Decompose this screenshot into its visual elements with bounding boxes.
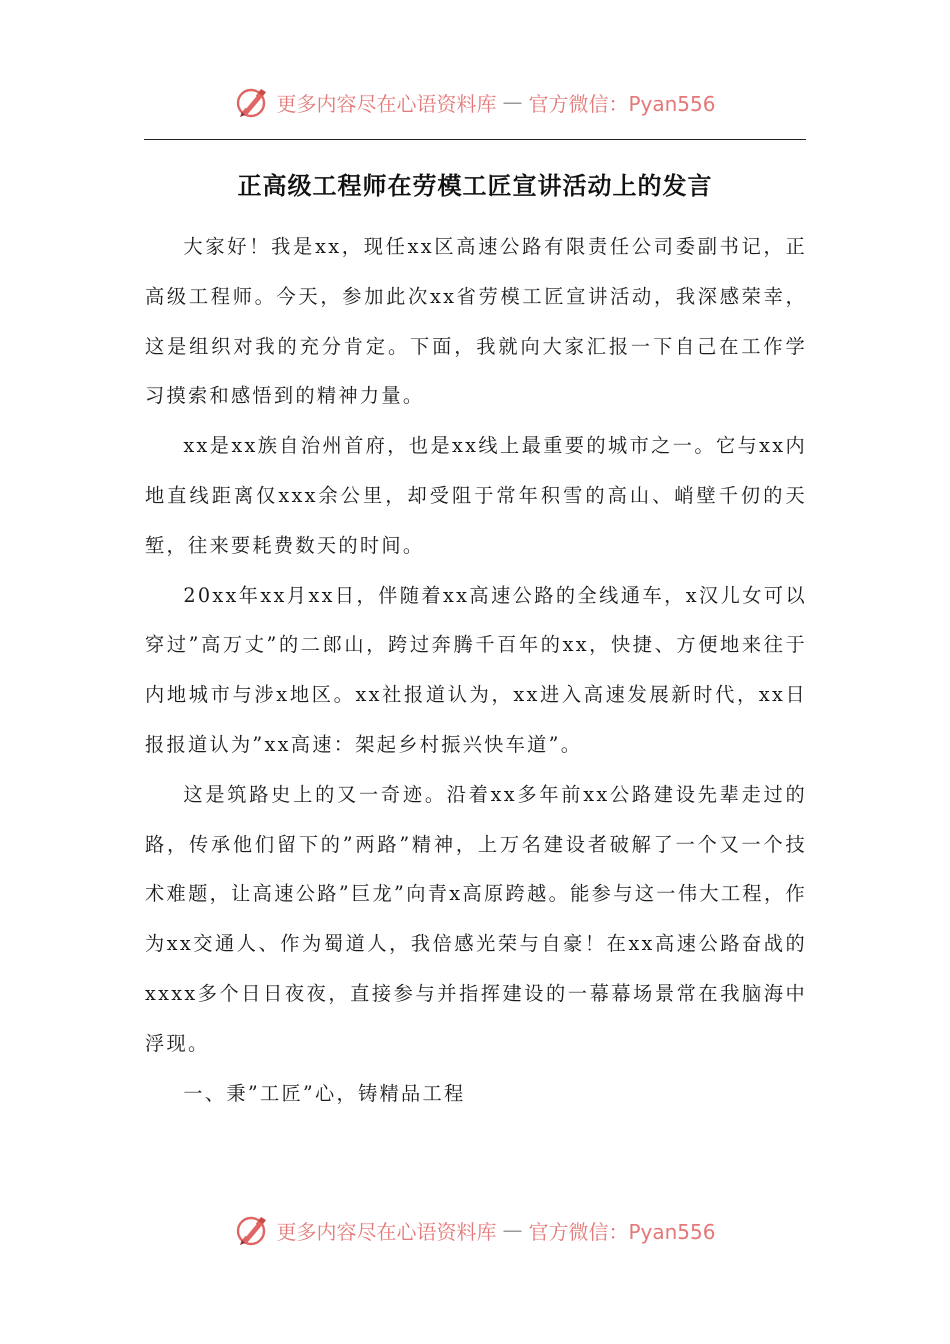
paragraph: 这是筑路史上的又一奇迹。沿着xx多年前xx公路建设先辈走过的路，传承他们留下的”两路”精神，上万名建设者破解了一个又一个技术难题，让高速公路”巨龙”向青x高原跨越。能参与这一伟大工程，作为xx交通人、作为蜀道人，我倍感光荣与自豪！在xx高速公路奋战的xxxx多个日日夜夜，直接参与并指挥建设的一幕幕场景常在我脑海中浮现。 [145,782,807,1055]
header-watermark-banner [0,80,950,124]
paragraph: 20xx年xx月xx日，伴随着xx高速公路的全线通车，x汉儿女可以穿过”高万丈”的二郎山，跨过奔腾千百年的xx，快捷、方便地来往于内地城市与涉x地区。xx社报道认为，xx进入高速发展新时代，xx日报报道认为”xx高速：架起乡村振兴快车道”。 [145,583,807,756]
watermark-separator: — [502,90,523,114]
watermark-account: 官方微信：Pyan556 [528,1219,716,1244]
watermark-separator: — [502,1218,523,1242]
pen-logo-icon [234,84,270,120]
document-title: 正高级工程师在劳模工匠宣讲活动上的发言 [237,172,713,200]
footer-watermark-content [234,1212,715,1248]
document-body [145,222,807,1118]
watermark-account: 官方微信：Pyan556 [528,91,716,116]
footer-watermark-banner [0,1208,950,1252]
paragraph: 大家好！我是xx，现任xx区高速公路有限责任公司委副书记，正高级工程师。今天，参加此次xx省劳模工匠宣讲活动，我深感荣幸，这是组织对我的充分肯定。下面，我就向大家汇报一下自己在工作学习摸索和感悟到的精神力量。 [145,235,807,408]
watermark-slogan: 更多内容尽在心语资料库 [276,1219,497,1244]
header-watermark-content [234,84,715,120]
paragraph: xx是xx族自治州首府，也是xx线上最重要的城市之一。它与xx内地直线距离仅xxx余公里，却受阻于常年积雪的高山、峭壁千仞的天堑，往来要耗费数天的时间。 [145,434,807,557]
header-divider [144,139,806,140]
section-heading: 一、秉”工匠”心，铸精品工程 [183,1081,466,1105]
pen-logo-icon [234,1212,270,1248]
watermark-slogan: 更多内容尽在心语资料库 [276,91,497,116]
